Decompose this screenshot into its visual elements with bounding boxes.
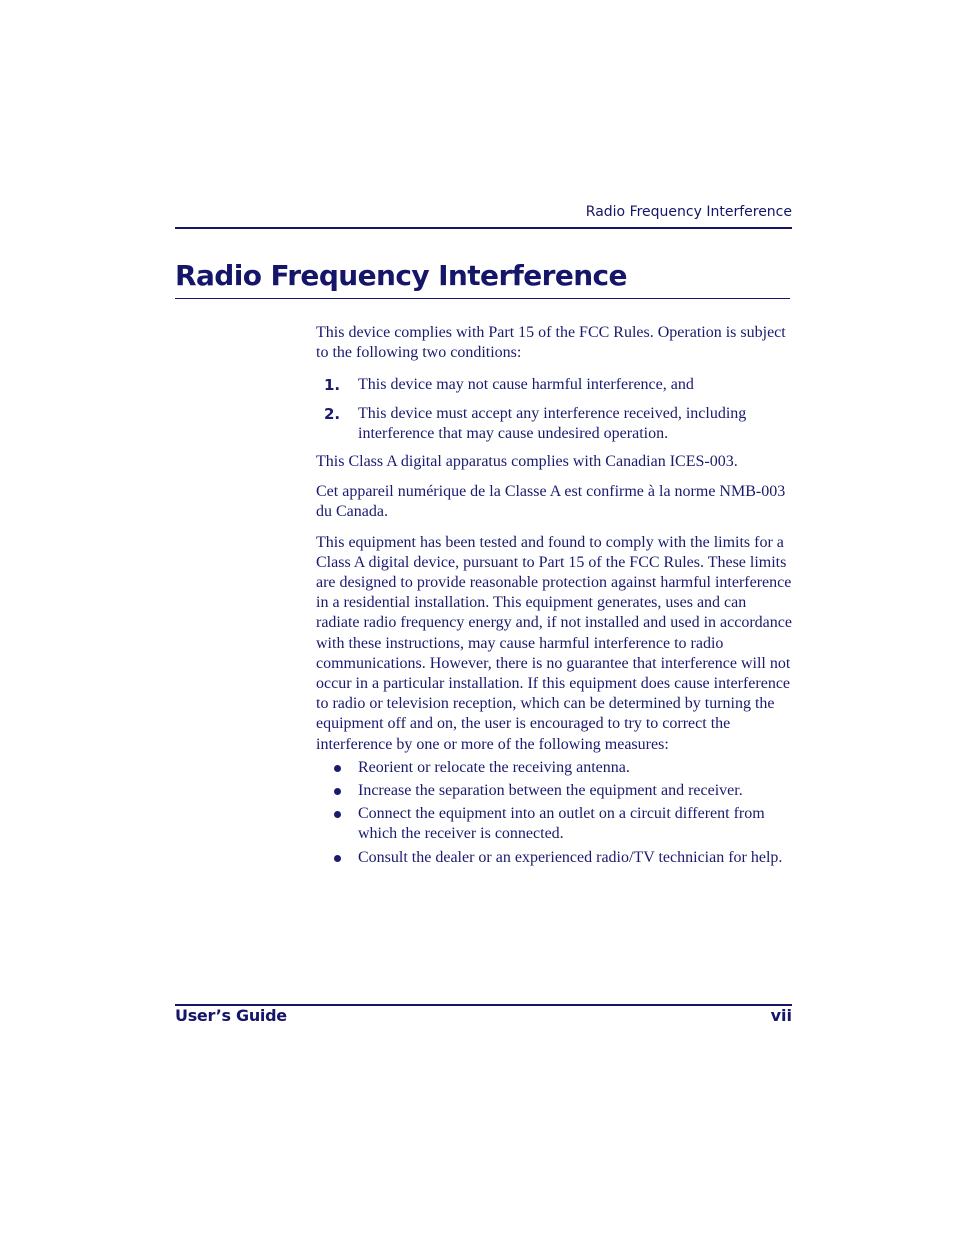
body-content — [316, 323, 792, 871]
list-item — [316, 804, 792, 844]
bullet-icon — [334, 788, 341, 795]
title-rule — [175, 298, 790, 299]
intro-paragraph: This device complies with Part 15 of the FCC Rules. Operation is subject to the following two conditions: — [316, 324, 786, 362]
list-item-text: Reorient or relocate the receiving antenna. — [358, 758, 630, 776]
list-item-text: Connect the equipment into an outlet on a circuit different from which the receiver is connected. — [358, 805, 765, 843]
bullet-icon — [334, 811, 341, 818]
page-number: vii — [770, 1006, 792, 1025]
list-number: 1. — [324, 376, 341, 395]
list-item-text: This device must accept any interference received, including interference that may cause undesired operation. — [358, 404, 747, 442]
running-header: Radio Frequency Interference — [585, 204, 792, 220]
list-item-text: Increase the separation between the equipment and receiver. — [358, 782, 743, 800]
header-rule — [175, 227, 792, 229]
canada-fr-paragraph: Cet appareil numérique de la Classe A est confirme à la norme NMB-003 du Canada. — [316, 483, 786, 521]
list-item-text: Consult the dealer or an experienced radio/TV technician for help. — [358, 848, 783, 866]
list-number: 2. — [324, 404, 341, 423]
list-item-text: This device may not cause harmful interference, and — [358, 376, 694, 394]
measures-list — [316, 758, 792, 868]
list-item — [316, 781, 792, 801]
conditions-list — [316, 375, 792, 444]
list-item — [316, 758, 792, 778]
list-item — [316, 404, 792, 444]
fcc-statement-paragraph: This equipment has been tested and found to comply with the limits for a Class A digital device, pursuant to Part 15 of the FCC Rules. These limits are designed to provide reasonable protection against harmful interference in a residential installation. This equipment generates, uses and can radiate radio frequency energy and, if not installed and used in accordance with these instructions, may cause harmful interference to radio communications. However, there is no guarantee that interference will not occur in a particular installation. If this equipment does cause interference to radio or television reception, which can be determined by turning the equipment off and on, the user is encouraged to try to correct the interference by one or more of the following measures: — [316, 533, 792, 753]
canada-en-paragraph: This Class A digital apparatus complies with Canadian ICES-003. — [316, 453, 738, 471]
footer-guide-label: User’s Guide — [175, 1006, 287, 1025]
bullet-icon — [334, 855, 341, 862]
list-item — [316, 848, 792, 868]
list-item — [316, 375, 792, 395]
page-title: Radio Frequency Interference — [175, 259, 627, 292]
bullet-icon — [334, 765, 341, 772]
